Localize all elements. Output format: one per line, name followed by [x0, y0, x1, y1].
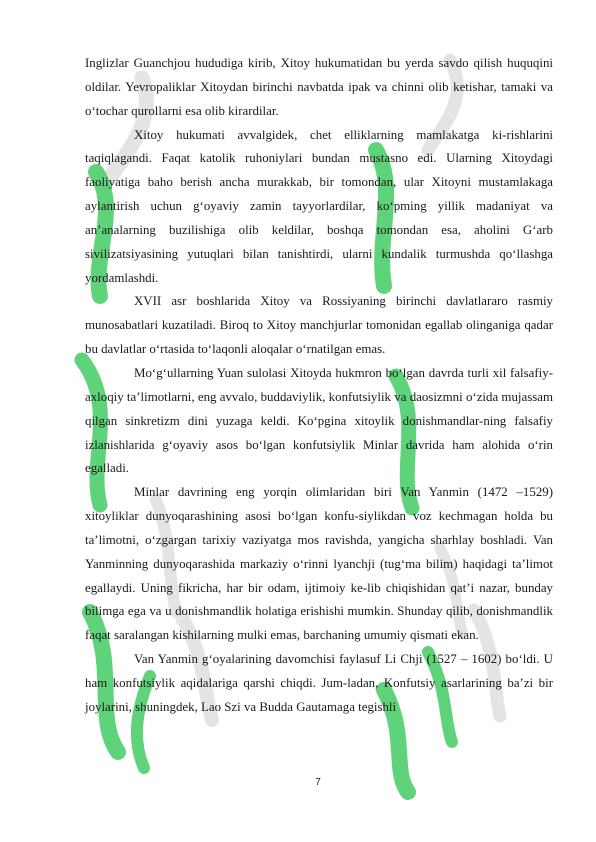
paragraph: Van Yanmin gʻoyalarining davomchisi faylasuf Li Chji (1527 – 1602) boʻldi. U ham konfutsiylik aqidalariga qarshi chiqdi. Jum-ladan, Konfutsiy asarlarining baʼzi bir joylarini, shuningdek, Lao Szi va Budda Gautamaga tegishli — [85, 652, 553, 714]
paragraph: Inglizlar Guanchjou hududiga kirib, Xitoy hukumatidan bu yerda savdo qilish huquqini oldilar. Yevropaliklar Xitoydan birinchi navbatda ipak va chinni olib ketishar, tamaki va oʻtochar qurollarni esa olib kirardilar. — [85, 56, 553, 118]
paragraph: Moʻgʻullarning Yuan sulolasi Xitoyda hukmron boʻlgan davrda turli xil falsafiy-axloqiy taʼlimotlarni, eng avvalo, buddaviylik, konfutsiylik va daosizmni oʻzida mujassam qilgan sinkretizm dini yuzaga keldi. Koʻpgina xitoylik donishmandlar-ning falsafiy izlanishlarida gʻoyaviy asos boʻlgan konfutsiylik Minlar davrida ham alohida oʻrin egalladi. — [85, 365, 553, 476]
paragraph: XVII asr boshlarida Xitoy va Rossiyaning birinchi davlatlararo rasmiy munosabatlari kuzatiladi. Biroq to Xitoy manchjurlar tomonidan egallab olinganiga qadar bu davlatlar oʻrtasida toʻlaqonli aloqalar oʻrnatilgan emas. — [85, 294, 553, 357]
paragraph: Xitoy hukumati avvalgidek, chet elliklarning mamlakatga ki-rishlarini taqiqlagandi. Faqat katolik ruhoniylari bundan mustasno edi. Ularning Xitoydagi faoliyatiga baho berish ancha murakkab, bir tomondan, ular Xitoyni mustamlakaga aylantirish uchun gʻoyaviy zamin tayyorlardilar, koʻpming yillik madaniyat va anʼanalarning buzilishiga olib keldilar, boshqa tomondan esa, aholini Gʻarb sivilizatsiyasining yutuqlari bilan tanishtirdi, ularni kundalik turmushda qoʻllashga yordamlashdi. — [85, 127, 553, 285]
page-number: 7 — [315, 777, 321, 788]
body-text — [85, 52, 553, 720]
paragraph: Minlar davrining eng yorqin olimlaridan biri Van Yanmin (1472 –1529) xitoyliklar dunyoqarashining asosi boʻlgan konfu-siylikdan voz kechmagan holda bu taʼlimotni, oʻzgargan tarixiy vaziyatga mos ravishda, yangicha sharhlay boshladi. Van Yanminning dunyoqarashida markaziy oʻrinni lyanchji (tugʻma bilim) haqidagi taʼlimot egallaydi. Uning fikricha, har bir odam, ijtimoiy ke-lib chiqishidan qatʼi nazar, bunday bilimga ega va u donishmandlik holatiga erishishi mumkin. Shunday qilib, donishmandlik faqat saralangan kishilarning mulki emas, barchaning umumiy qismati ekan. — [85, 485, 553, 643]
